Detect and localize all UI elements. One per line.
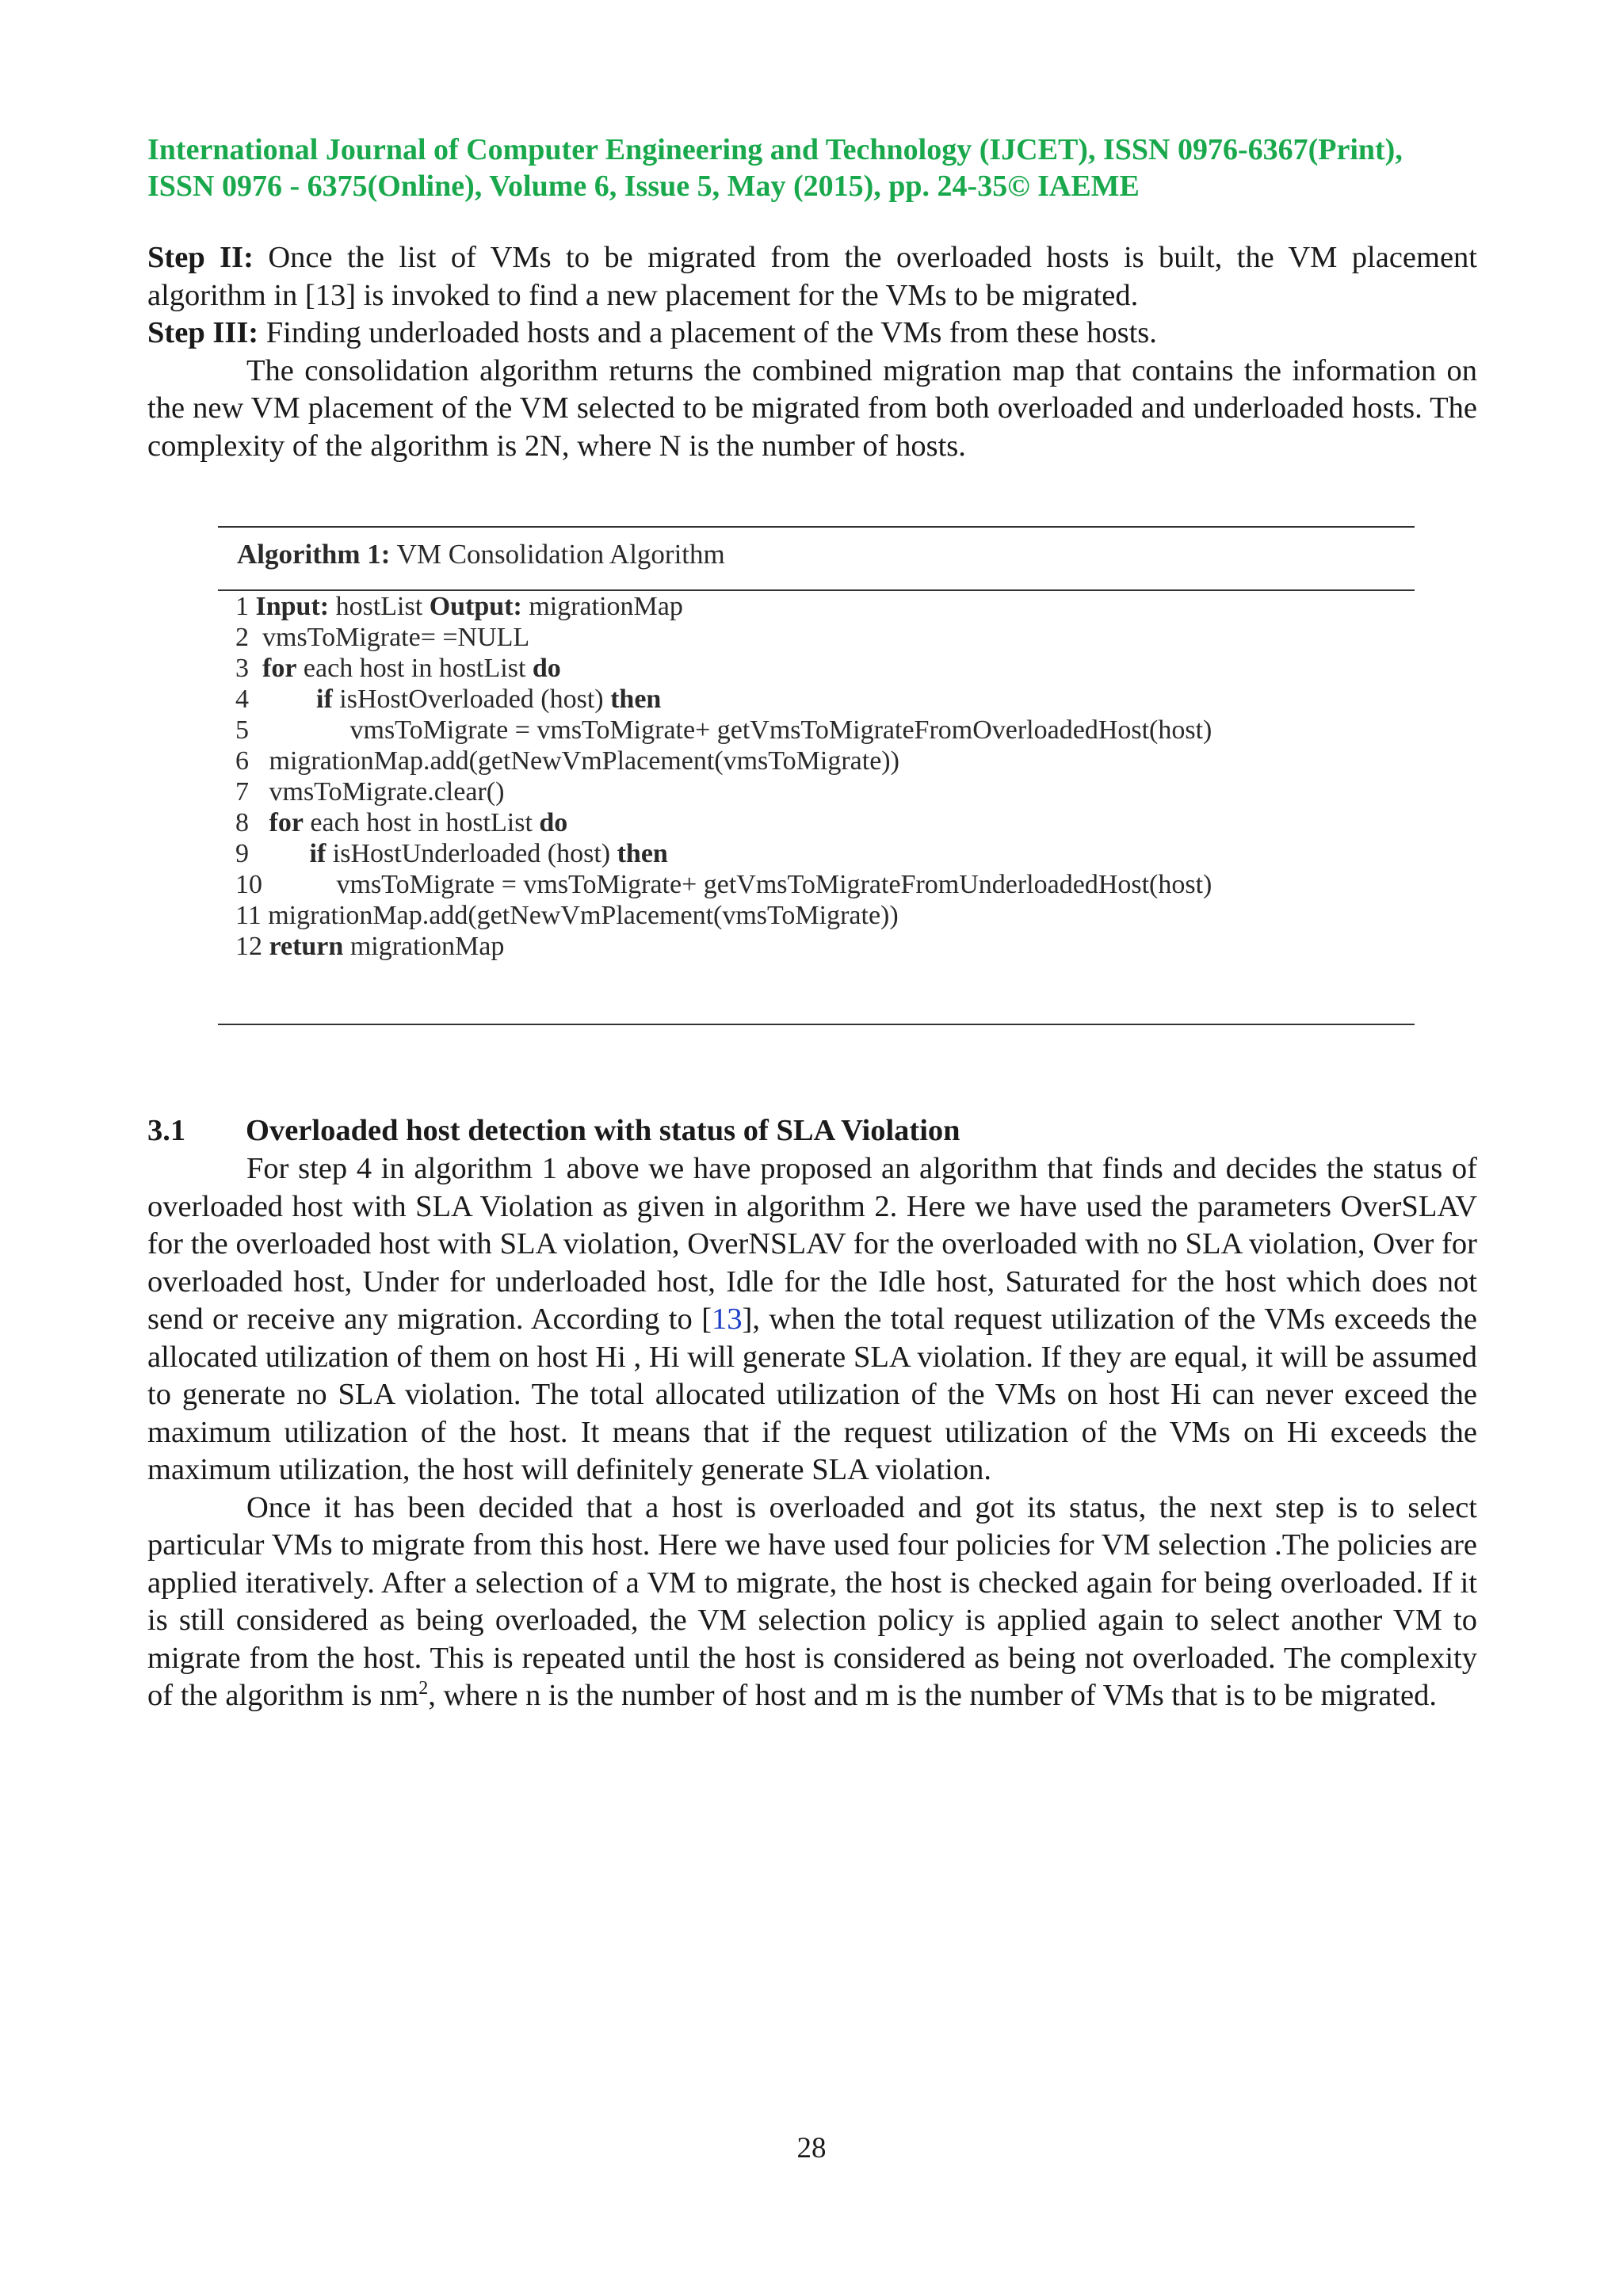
algorithm-text: 2 vmsToMigrate= =NULL xyxy=(235,623,530,652)
algorithm-text: 11 migrationMap.add(getNewVmPlacement(vmsToMigrate)) xyxy=(235,901,899,930)
algorithm-line xyxy=(235,715,1212,746)
algorithm-text: 7 vmsToMigrate.clear() xyxy=(235,777,505,807)
algorithm-text: 4 xyxy=(235,685,316,714)
algorithm-line xyxy=(235,591,1212,622)
journal-header-line-1: International Journal of Computer Engineering and Technology (IJCET), ISSN 0976-6367(Print), xyxy=(147,133,1403,166)
section-paragraph-1-part-b: ], when the total request utilization of the VMs exceeds the allocated utilization of them on host Hi , Hi will generate SLA violation. If they are equal, it will be assumed to generate no SLA violation. The total allocated utilization of the VMs on host Hi can never exceed the maximum utilization of the host. It means that if the request utilization of the VMs on Hi exceeds the maximum utilization, the host will definitely generate SLA violation. xyxy=(147,1302,1477,1486)
algorithm-title-text: VM Consolidation Algorithm xyxy=(390,539,725,570)
consolidation-paragraph: The consolidation algorithm returns the combined migration map that contains the information on the new VM placement of the VM selected to be migrated from both overloaded and underloaded hosts. The complexity of the algorithm is 2N, where N is the number of hosts. xyxy=(147,353,1477,463)
journal-header-line-2: ISSN 0976 - 6375(Online), Volume 6, Issue 5, May (2015), pp. 24-35© IAEME xyxy=(147,170,1140,203)
algorithm-lines xyxy=(235,591,1212,962)
algorithm-keyword: if xyxy=(316,685,333,714)
step-three-label: Step III: xyxy=(147,316,259,349)
algorithm-text: 6 migrationMap.add(getNewVmPlacement(vmsToMigrate)) xyxy=(235,746,899,776)
algorithm-line xyxy=(235,653,1212,684)
algorithm-keyword: then xyxy=(617,839,668,868)
page-number: 28 xyxy=(796,2132,827,2164)
algorithm-keyword: for xyxy=(262,654,297,683)
algorithm-text: 5 vmsToMigrate = vmsToMigrate+ getVmsToMigrateFromOverloadedHost(host) xyxy=(235,715,1212,745)
algorithm-line xyxy=(235,807,1212,838)
step-two-text: Once the list of VMs to be migrated from the overloaded hosts is built, the VM placement algorithm in [13] is invoked to find a new placement for the VMs to be migrated. xyxy=(147,241,1477,312)
algorithm-top-rule xyxy=(218,526,1415,528)
algorithm-line xyxy=(235,776,1212,807)
algorithm-box xyxy=(218,526,1415,1025)
algorithm-keyword: do xyxy=(539,808,568,837)
algorithm-text: isHostOverloaded (host) xyxy=(332,685,611,714)
section-heading xyxy=(147,1113,960,1148)
algorithm-title xyxy=(237,531,725,578)
algorithm-line xyxy=(235,746,1212,776)
section-paragraph-1 xyxy=(147,1150,1477,1489)
superscript-exponent: 2 xyxy=(418,1678,429,1699)
algorithm-text: migrationMap xyxy=(343,932,505,961)
algorithm-text: each host in hostList xyxy=(303,808,540,837)
algorithm-text: each host in hostList xyxy=(296,654,533,683)
section-paragraph-1-part-a: For step 4 in algorithm 1 above we have proposed an algorithm that finds and decides the status of overloaded host with SLA Violation as given in algorithm 2. Here we have used the parameters OverSLAV for the overloaded host with SLA violation, OverNSLAV for the overloaded with no SLA violation, Over for overloaded host, Under for underloaded host, Idle for the Idle host, Saturated for the host which does not send or receive any migration. According to [ xyxy=(147,1152,1477,1336)
section-body xyxy=(147,1150,1477,1715)
citation-link[interactable]: 13 xyxy=(712,1302,743,1336)
algorithm-keyword: if xyxy=(309,839,327,868)
section-number: 3.1 xyxy=(147,1114,186,1147)
algorithm-keyword: Output: xyxy=(429,592,522,621)
algorithm-bottom-rule xyxy=(218,1024,1415,1025)
journal-header xyxy=(147,132,1479,204)
algorithm-text: 1 xyxy=(235,592,256,621)
section-paragraph-2-part-b: , where n is the number of host and m is the number of VMs that is to be migrated. xyxy=(428,1679,1437,1712)
section-title: Overloaded host detection with status of SLA Violation xyxy=(246,1114,960,1147)
algorithm-text: migrationMap xyxy=(521,592,683,621)
algorithm-text: isHostUnderloaded (host) xyxy=(326,839,617,868)
step-three-text: Finding underloaded hosts and a placement of the VMs from these hosts. xyxy=(258,316,1157,349)
algorithm-keyword: do xyxy=(532,654,561,683)
step-three-paragraph xyxy=(147,315,1477,353)
algorithm-keyword: Input: xyxy=(255,592,330,621)
algorithm-keyword: return xyxy=(269,932,344,961)
algorithm-text: 9 xyxy=(235,839,310,868)
algorithm-line xyxy=(235,900,1212,931)
algorithm-keyword: then xyxy=(610,685,662,714)
step-two-paragraph xyxy=(147,239,1477,315)
algorithm-text: hostList xyxy=(329,592,430,621)
algorithm-line xyxy=(235,869,1212,900)
algorithm-line xyxy=(235,684,1212,715)
algorithm-line xyxy=(235,622,1212,653)
algorithm-text: 3 xyxy=(235,654,262,683)
section-paragraph-2 xyxy=(147,1489,1477,1715)
step-two-label: Step II: xyxy=(147,241,254,274)
algorithm-text: 12 xyxy=(235,932,269,961)
algorithm-title-label: Algorithm 1: xyxy=(237,539,391,570)
algorithm-text: 8 xyxy=(235,808,269,837)
algorithm-line xyxy=(235,838,1212,869)
algorithm-line xyxy=(235,931,1212,962)
intro-section xyxy=(147,239,1477,465)
algorithm-text: 10 vmsToMigrate = vmsToMigrate+ getVmsToMigrateFromUnderloadedHost(host) xyxy=(235,870,1212,899)
algorithm-keyword: for xyxy=(269,808,304,837)
section-paragraph-2-part-a: Once it has been decided that a host is overloaded and got its status, the next step is to select particular VMs to migrate from this host. Here we have used four policies for VM selection .The policies are applied iteratively. After a selection of a VM to migrate, the host is checked again for being overloaded. If it is still considered as being overloaded, the VM selection policy is applied again to select another VM to migrate from the host. This is repeated until the host is considered as being not overloaded. The complexity of the algorithm is nm xyxy=(147,1490,1477,1712)
